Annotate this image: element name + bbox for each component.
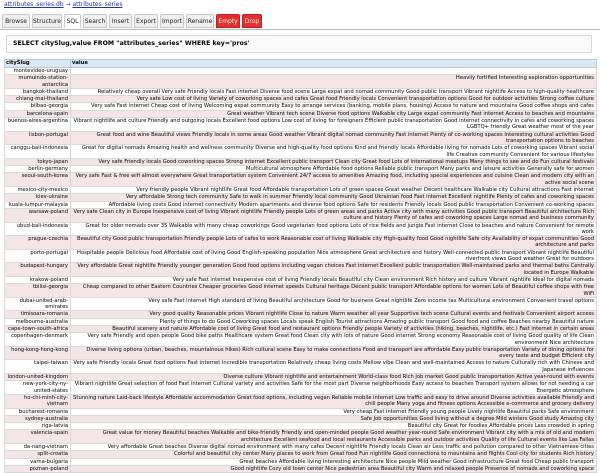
cell-value: Safe Job opportunities Good living without a degree Mild winters Good study Amazing city — [71, 415, 597, 422]
cell-value: Great beaches Affordable living Interesting architecture Nice people Mild weather Good infrastructure Great food Cheap public transport — [71, 458, 597, 465]
table-row[interactable] — [5, 394, 597, 408]
cell-cityslug: krakow-poland — [5, 276, 71, 283]
table-row[interactable] — [5, 68, 597, 75]
table-row[interactable] — [5, 145, 597, 159]
cell-value: Hospitable people Delicious food Affordable cost of living Good English-speaking population Nice atmosphere Great architecture and history Well-connected public transport Vibrant nightlife Beautiful riverfront views Good weather Great for outdoors — [71, 249, 597, 263]
table-row[interactable] — [5, 430, 597, 444]
cell-value: Multicultural atmosphere Affordable food options Reliable public transport Many parks and leisure activities Generally safe for women — [71, 166, 597, 173]
column-header-value[interactable]: value — [71, 60, 597, 68]
cell-value: Diverse living options (urban, beaches, mountainous hikes) Rich cultural scene Easy to make connections Food and transport are affordable Easy public transportation Variety of dining options for every taste and budget Efficient city — [71, 346, 597, 360]
cell-cityslug: montevideo-uruguay — [5, 68, 71, 75]
table-row[interactable] — [5, 222, 597, 236]
table-row[interactable] — [5, 444, 597, 451]
cell-value: Great value for money Beautiful beaches Walkable and bike-friendly Friendly and open-minded people Good weather year-round Safe environment Vibrant city with a mix of old and modern architecture Excellent seafood and local restaurants Accessible parks and outdoor activities Quality of life Cultural events like Las Fallas — [71, 430, 597, 444]
cell-value: Beautiful scenery and nature Affordable cost of living Great food and restaurant options Friendly people Variety of activities (hiking, beaches, nightlife, etc.) Fast internet in certain areas — [71, 325, 597, 332]
cell-cityslug: tokyo-japan — [5, 158, 71, 165]
table-row[interactable] — [5, 88, 597, 95]
cell-value: Very affordable Great beaches Diverse digital nomad environment with many cafes Decent nightlife Friendly locals Clean air Less traffic and pollution compared to other Vietnamese cities — [71, 444, 597, 451]
cell-value: Very safe Friendly and open people Good bike paths Healthcare system Great food Clean city with lots of nature Good internet Strong economy Reasonable cost of living Good quality of life Clean environment Nice architecture — [71, 333, 597, 347]
table-row[interactable] — [5, 311, 597, 318]
cell-cityslug: bilbao-georgia — [5, 103, 71, 110]
cell-cityslug: tbilisi-georgia — [5, 284, 71, 298]
cell-cityslug: timisoara-romania — [5, 311, 71, 318]
table-row[interactable] — [5, 158, 597, 165]
table-row[interactable] — [5, 333, 597, 347]
cell-cityslug: poznan-poland — [5, 465, 71, 472]
cell-cityslug: kuala-lumpur-malaysia — [5, 201, 71, 208]
header-row — [5, 60, 597, 68]
table-row[interactable] — [5, 249, 597, 263]
cell-value: Good nightlife Cozy old town center Nice pedestrian area Beautiful city Warm and relaxed people Presence of nomads and coworking space — [71, 465, 597, 472]
table-row[interactable] — [5, 96, 597, 103]
tab-structure[interactable]: Structure — [32, 14, 62, 28]
cell-cityslug: hong-kong-hong-kong — [5, 346, 71, 360]
cell-value — [71, 68, 597, 75]
cell-value: Very friendly people Vibrant nightlife Great food Affordable transportation Lots of green spaces Great weather Decent healthcare Walkable city Cultural attractions Fast internet — [71, 187, 597, 194]
tab-empty[interactable]: Empty — [216, 14, 240, 28]
table-row[interactable] — [5, 360, 597, 374]
table-row[interactable] — [5, 201, 597, 208]
tab-bar — [0, 12, 600, 30]
cell-cityslug: split-croatia — [5, 451, 71, 458]
cell-cityslug: kiev-ukraine — [5, 194, 71, 201]
cell-value: Great for digital nomads Amazing health and wellness community Diverse and high-quality food options Kind and friendly locals Affordable living for nomads Lots of coworking spaces Vibrant social life Creative community Convenient for various lifestyles — [71, 145, 597, 159]
table-row[interactable] — [5, 381, 597, 395]
cell-value: Very affordable Great nightlife Friendly younger generation Good food options including vegan choices Fast internet Excellent public transportation Well-maintained parks and thermal baths Centrally located in Europe Walkable — [71, 263, 597, 277]
cell-value: Stunning nature Laid-back lifestyle Affordable accommodation Great food options, including vegan Reliable mobile internet Low traffic and easy to drive around Diverse activities available Friendly and chill people Many yoga and fitness options Accessible e-commerce and grocery delivery — [71, 394, 597, 408]
table-row[interactable] — [5, 458, 597, 465]
cell-value: Diverse culture Vibrant nightlife and entertainment World-class food Rich job market Good public transportation Active year-round with events — [71, 374, 597, 381]
cell-value: Very affordable Strong tech community Safe to walk in summer Friendly local community Good Ukrainian food Fast internet Excellent nightlife Plenty of cafes and coworking spaces — [71, 194, 597, 201]
cell-value: Beautiful city Great for foodies Affordable prices Less crowded in spring — [71, 423, 597, 430]
cell-value: Relatively cheap overall Very safe Friendly locals Fast internet Diverse food scene Large expat and nomad community Good public transport Vibrant nightlife Access to high-quality healthcare — [71, 88, 597, 95]
cell-cityslug: prague-czechia — [5, 236, 71, 250]
cell-value: Very safe Fast internet Cheap cost of living Welcoming expat community Easy to arrange services (banking, mobile plans, housing) Access to nature and mountains Good coffee shops and cafes — [71, 103, 597, 110]
table-row[interactable] — [5, 187, 597, 194]
cell-value: Vibrant nightlife Great selection of food Fast internet Cultural variety and activities Safe for the most part Diverse neighborhoods Easy access to beaches Transport system allows for not needing a car Energetic atmosphere — [71, 381, 597, 395]
cell-cityslug: cape-town-south-africa — [5, 325, 71, 332]
table-row[interactable] — [5, 166, 597, 173]
cell-cityslug: new-york-city-ny-united-states — [5, 381, 71, 395]
table-row[interactable] — [5, 208, 597, 222]
table-row[interactable] — [5, 284, 597, 298]
tab-drop[interactable]: Drop — [242, 14, 262, 28]
cell-cityslug: sydney-australia — [5, 415, 71, 422]
cell-value: Very safe Clean city in Europe Inexpensive cost of living Vibrant nightlife Friendly people Lots of green areas and parks Active city with many activities Good public transport Beautiful architecture Rich culture and history Plenty of cafes and coworking spaces Large nomad and business community — [71, 208, 597, 222]
cell-value: Affordable living costs Good internet connectivity Modern apartments and diverse food options Safe for residents Friendly locals Good public transportation Convenient co-working spaces — [71, 201, 597, 208]
cell-value: Great for older nomads over 35 Walkable with many cheap coworkings Good vegetarian food options Lots of rice fields and jungle Fast internet Close to beaches and nature Convenient for remote work — [71, 222, 597, 236]
cell-value: Very safe Fast & free wifi almost everywhere Great transportation system Convenient 24/7 access to amenities Amazing food, including special experiences and cuisine Clean and modern city with an active social scene — [71, 173, 597, 187]
cell-value: Very safe Fast internet High standard of living Beautiful architecture Good for business Great nightlife Zero income tax Multicultural environment Convenient travel options — [71, 297, 597, 311]
cell-value: Cheap compared to other Eastern Countries Cheaper groceries Good internet speeds Cultural heritage Decent public transport Affordable options for women Lots of Beautiful coffee shops with free WiFi — [71, 284, 597, 298]
cell-value: Very safe Fast internet Inexpensive cost of living Friendly locals Beautiful city Clean environment Rich history and culture Vibrant nightlife Ideal for digital nomads — [71, 276, 597, 283]
tab-import[interactable]: Import — [160, 14, 184, 28]
cell-cityslug: buenos-aires-argentina — [5, 118, 71, 132]
table-row[interactable] — [5, 374, 597, 381]
table-row[interactable] — [5, 346, 597, 360]
cell-cityslug: mexico-city-mexico — [5, 187, 71, 194]
cell-value: Vibrant nightlife and culture Friendly and outgoing locals Excellent food options Low cost of living for foreigners Efficient public transportation Good internet connectivity in cafes and coworking spaces LGBTQ+ friendly Great weather most of the year — [71, 118, 597, 132]
table-row[interactable] — [5, 451, 597, 458]
cell-cityslug: riga-latvia — [5, 423, 71, 430]
cell-value: Very cheap Fast internet Friendly young people Lively nightlife Beautiful parks Safe environment — [71, 408, 597, 415]
cell-cityslug: bangkok-thailand — [5, 88, 71, 95]
cell-value: Very safe Friendly locals Good coworking spaces Strong internet Excellent public transport Clean city Great food Lots of international meetups Many things to see and do Fun cultural festivals — [71, 158, 597, 165]
table-row[interactable] — [5, 408, 597, 415]
cell-cityslug: ho-chi-minh-city-vietnam — [5, 394, 71, 408]
results-panel — [4, 59, 596, 472]
breadcrumb-db-link[interactable]: attributes_series.db — [4, 1, 64, 8]
cell-value: Very safe Friendly locals Great food options Fast internet Incredible transportation Relatively cheap living costs Mellow vibe Clean and well-maintained Access to nature Culturally rich with Chinese and Japanese influences — [71, 360, 597, 374]
table-row[interactable] — [5, 118, 597, 132]
cell-cityslug: london-united-kingdom — [5, 374, 71, 381]
column-header-cityslug[interactable]: citySlug — [5, 60, 71, 68]
results-body — [5, 68, 597, 473]
cell-value: Heavily fortified Interesting exploration opportunities — [71, 75, 597, 89]
cell-cityslug: dubai-united-arab-emirates — [5, 297, 71, 311]
breadcrumb-table-link[interactable]: attributes_series — [72, 1, 123, 8]
cell-cityslug: da-nang-vietnam — [5, 444, 71, 451]
cell-cityslug: lisbon-portugal — [5, 131, 71, 145]
cell-cityslug: barcelona-spain — [5, 110, 71, 117]
breadcrumb — [4, 0, 123, 10]
table-row[interactable] — [5, 276, 597, 283]
cell-cityslug: ubud-bali-indonesia — [5, 222, 71, 236]
table-row[interactable] — [5, 103, 597, 110]
tab-sql[interactable]: SQL — [64, 14, 81, 28]
table-row[interactable] — [5, 173, 597, 187]
cell-cityslug: chiang-mai-thailand — [5, 96, 71, 103]
table-row[interactable] — [5, 318, 597, 325]
table-row[interactable] — [5, 131, 597, 145]
table-row[interactable] — [5, 465, 597, 472]
table-row[interactable] — [5, 75, 597, 89]
table-row[interactable] — [5, 423, 597, 430]
cell-cityslug: bucharest-romania — [5, 408, 71, 415]
table-row[interactable] — [5, 325, 597, 332]
tab-rename[interactable]: Rename — [186, 14, 214, 28]
cell-cityslug: budapest-hungary — [5, 263, 71, 277]
table-row[interactable] — [5, 263, 597, 277]
cell-value: Beautiful city Good public transportation Friendly people Lots of cafes to work Reasonable cost of living Walkable city High-quality food Good nightlife Safe city Availability of expat communities Good architecture and parks — [71, 236, 597, 250]
cell-cityslug: seoul-south-korea — [5, 173, 71, 187]
tab-insert[interactable]: Insert — [109, 14, 132, 28]
cell-value: Great food and wine Beautiful views Friendly locals in some areas Good weather Vibrant digital nomad community Fast internet Plenty of co-working spaces Interesting cultural activities Good transportation options to beaches — [71, 131, 597, 145]
cell-cityslug: taipei-taiwan — [5, 360, 71, 374]
breadcrumb-separator: → — [63, 1, 73, 8]
cell-cityslug: mumuindo-station-antarctica — [5, 75, 71, 89]
table-row[interactable] — [5, 415, 597, 422]
table-row[interactable] — [5, 110, 597, 117]
table-row[interactable] — [5, 194, 597, 201]
tab-browse[interactable]: Browse — [2, 14, 30, 28]
cell-value: Very safe Low cost of living Variety of coworking spaces and cafes Great food Friendly locals Convenient transportation options Good for outdoor activities Strong coffee culture — [71, 96, 597, 103]
results-table — [4, 59, 597, 473]
tab-search[interactable]: Search — [83, 14, 107, 28]
sql-query-box — [6, 35, 592, 53]
cell-value: Great weather Vibrant tech scene Diverse food options Walkable city Large expat community Fast internet Access to beaches and mountains — [71, 110, 597, 117]
cell-cityslug: warsaw-poland — [5, 208, 71, 222]
cell-value: Plenty of things to do Good Coworking spaces Locals speak English Tourist attractions Amazing public transport Good food and coffee Beaches nearby Beautiful nature — [71, 318, 597, 325]
sql-query-text: SELECT citySlug,value FROM "attributes_series" WHERE key='pros' — [13, 40, 250, 47]
cell-cityslug: copenhagen-denmark — [5, 333, 71, 347]
tab-export[interactable]: Export — [134, 14, 158, 28]
cell-cityslug: berlin-germany — [5, 166, 71, 173]
cell-value: Very good quality Reasonable prices Vibrant nightlife Close to nature Warm weather all year Supportive tech scene Cultural events and festivals Convenient airport access — [71, 311, 597, 318]
cell-cityslug: canggu-bali-indonesia — [5, 145, 71, 159]
cell-cityslug: varna-bulgaria — [5, 458, 71, 465]
table-row[interactable] — [5, 236, 597, 250]
cell-cityslug: porto-portugal — [5, 249, 71, 263]
table-row[interactable] — [5, 297, 597, 311]
cell-value: Colorful and beautiful city center Many places to work from Great food Fun nightlife Good connections to mountains and flights Cool city for students Rich history — [71, 451, 597, 458]
cell-cityslug: valencia-spain — [5, 430, 71, 444]
cell-cityslug: melbourne-australia — [5, 318, 71, 325]
